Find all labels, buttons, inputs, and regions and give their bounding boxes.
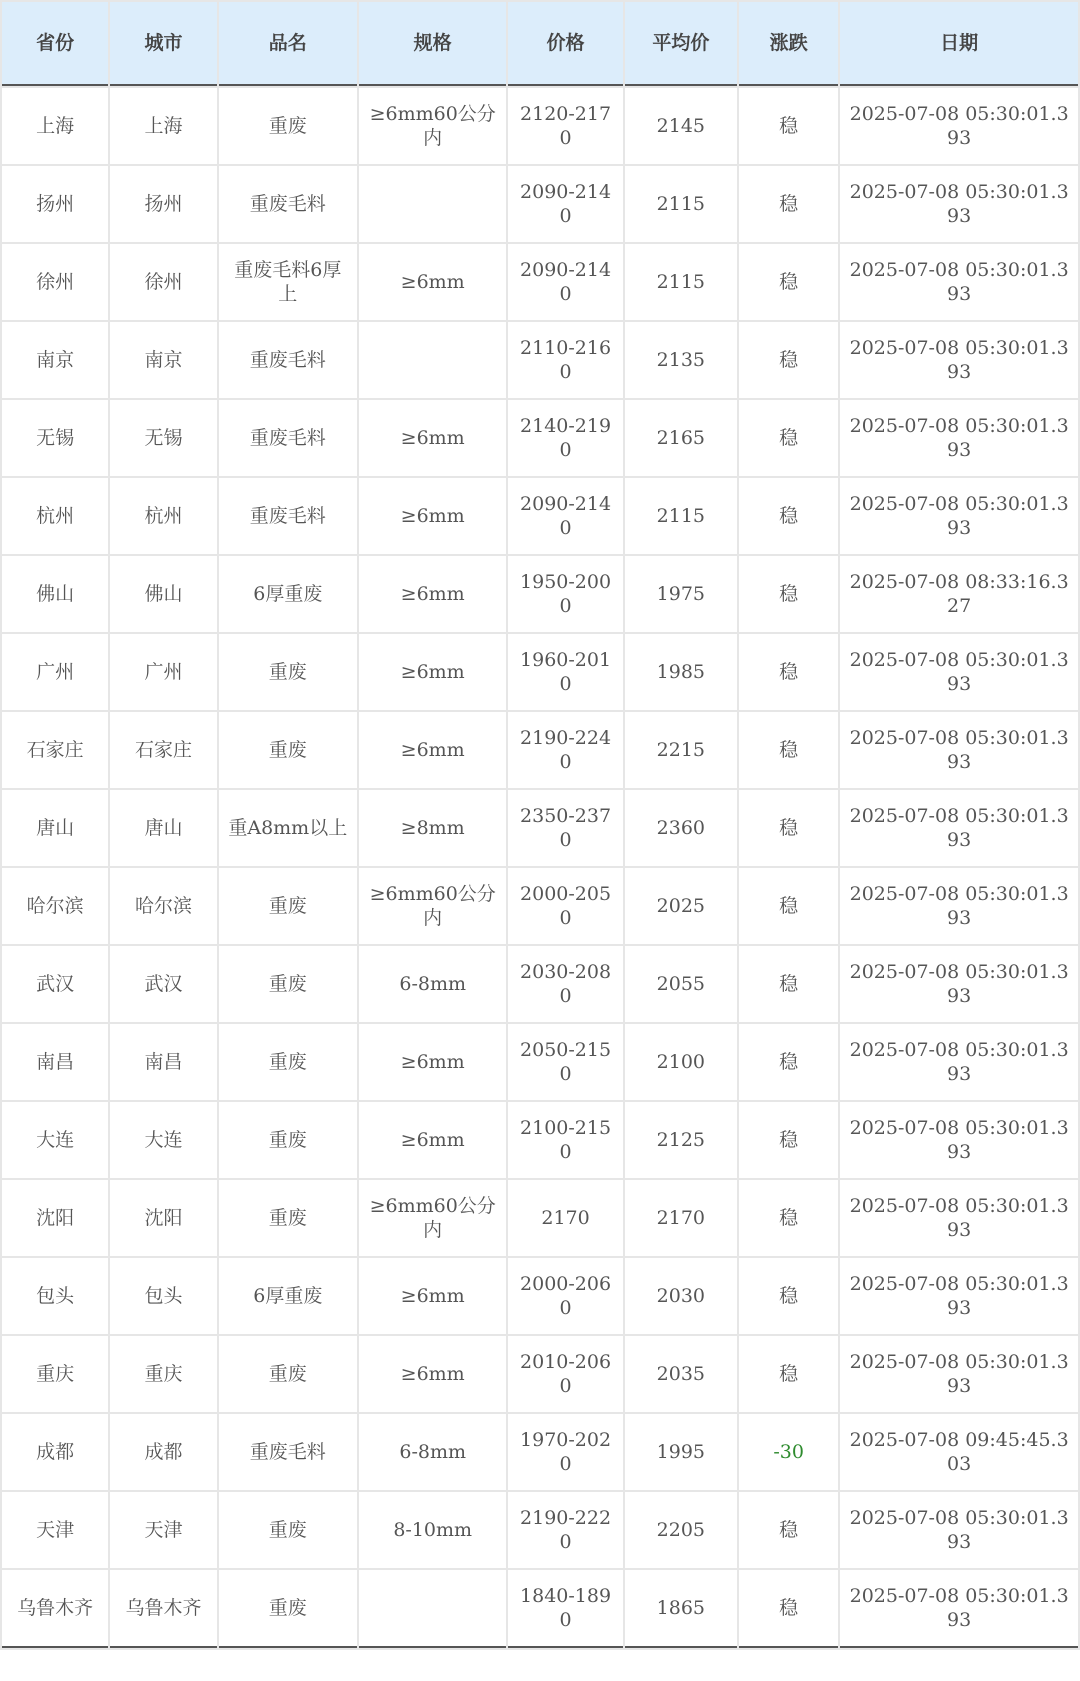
- cell-city: 成都: [110, 1414, 216, 1490]
- cell-product: 重废毛料: [219, 166, 357, 242]
- cell-price: 2090-2140: [508, 166, 622, 242]
- cell-city: 石家庄: [110, 712, 216, 788]
- cell-spec: 6-8mm: [359, 1414, 506, 1490]
- cell-date: 2025-07-08 05:30:01.393: [840, 478, 1078, 554]
- cell-average-price: 2100: [625, 1024, 737, 1100]
- cell-city: 哈尔滨: [110, 868, 216, 944]
- cell-product: 重废: [219, 1570, 357, 1648]
- cell-province: 无锡: [2, 400, 108, 476]
- table-row: [2, 868, 1078, 944]
- cell-change: 稳: [739, 1258, 838, 1334]
- cell-average-price: 2035: [625, 1336, 737, 1412]
- cell-spec: [359, 166, 506, 242]
- cell-change: 稳: [739, 790, 838, 866]
- table-row: [2, 1336, 1078, 1412]
- cell-product: 重废: [219, 1180, 357, 1256]
- cell-date: 2025-07-08 05:30:01.393: [840, 634, 1078, 710]
- cell-province: 上海: [2, 88, 108, 164]
- cell-spec: ≥8mm: [359, 790, 506, 866]
- cell-average-price: 2170: [625, 1180, 737, 1256]
- table-row: [2, 1102, 1078, 1178]
- cell-spec: ≥6mm: [359, 400, 506, 476]
- table-row: [2, 946, 1078, 1022]
- cell-spec: ≥6mm: [359, 1336, 506, 1412]
- cell-change: 稳: [739, 868, 838, 944]
- table-row: [2, 88, 1078, 164]
- cell-date: 2025-07-08 08:33:16.327: [840, 556, 1078, 632]
- cell-province: 大连: [2, 1102, 108, 1178]
- cell-change: 稳: [739, 946, 838, 1022]
- cell-province: 包头: [2, 1258, 108, 1334]
- cell-average-price: 1865: [625, 1570, 737, 1648]
- cell-average-price: 1985: [625, 634, 737, 710]
- cell-city: 佛山: [110, 556, 216, 632]
- cell-change: 稳: [739, 244, 838, 320]
- cell-city: 南昌: [110, 1024, 216, 1100]
- cell-date: 2025-07-08 05:30:01.393: [840, 1570, 1078, 1648]
- cell-product: 重废: [219, 1336, 357, 1412]
- cell-average-price: 2205: [625, 1492, 737, 1568]
- cell-province: 天津: [2, 1492, 108, 1568]
- cell-spec: 6-8mm: [359, 946, 506, 1022]
- cell-city: 包头: [110, 1258, 216, 1334]
- cell-spec: ≥6mm60公分内: [359, 868, 506, 944]
- cell-city: 南京: [110, 322, 216, 398]
- cell-average-price: 2135: [625, 322, 737, 398]
- cell-spec: ≥6mm: [359, 1102, 506, 1178]
- cell-date: 2025-07-08 05:30:01.393: [840, 1258, 1078, 1334]
- cell-date: 2025-07-08 05:30:01.393: [840, 1492, 1078, 1568]
- cell-date: 2025-07-08 05:30:01.393: [840, 322, 1078, 398]
- cell-average-price: 2165: [625, 400, 737, 476]
- cell-price: 1840-1890: [508, 1570, 622, 1648]
- cell-average-price: 2055: [625, 946, 737, 1022]
- cell-change: -30: [739, 1414, 838, 1490]
- cell-product: 重废: [219, 88, 357, 164]
- header-spec: 规格: [359, 2, 506, 86]
- header-city: 城市: [110, 2, 216, 86]
- cell-product: 重废: [219, 634, 357, 710]
- cell-date: 2025-07-08 05:30:01.393: [840, 166, 1078, 242]
- cell-product: 6厚重废: [219, 556, 357, 632]
- cell-change: 稳: [739, 322, 838, 398]
- table-body: [2, 88, 1078, 1648]
- cell-date: 2025-07-08 05:30:01.393: [840, 400, 1078, 476]
- cell-price: 2170: [508, 1180, 622, 1256]
- cell-date: 2025-07-08 05:30:01.393: [840, 712, 1078, 788]
- cell-province: 石家庄: [2, 712, 108, 788]
- cell-change: 稳: [739, 1570, 838, 1648]
- cell-price: 1970-2020: [508, 1414, 622, 1490]
- cell-city: 沈阳: [110, 1180, 216, 1256]
- table-row: [2, 790, 1078, 866]
- header-product: 品名: [219, 2, 357, 86]
- cell-date: 2025-07-08 05:30:01.393: [840, 868, 1078, 944]
- cell-province: 沈阳: [2, 1180, 108, 1256]
- header-average-price: 平均价: [625, 2, 737, 86]
- cell-change: 稳: [739, 712, 838, 788]
- table-row: [2, 400, 1078, 476]
- cell-price: 2350-2370: [508, 790, 622, 866]
- cell-city: 扬州: [110, 166, 216, 242]
- cell-change: 稳: [739, 166, 838, 242]
- cell-product: 重废毛料: [219, 322, 357, 398]
- cell-spec: [359, 1570, 506, 1648]
- table-row: [2, 634, 1078, 710]
- cell-spec: ≥6mm: [359, 712, 506, 788]
- cell-city: 上海: [110, 88, 216, 164]
- cell-city: 大连: [110, 1102, 216, 1178]
- cell-date: 2025-07-08 05:30:01.393: [840, 790, 1078, 866]
- cell-average-price: 2215: [625, 712, 737, 788]
- cell-price: 2010-2060: [508, 1336, 622, 1412]
- cell-price: 2120-2170: [508, 88, 622, 164]
- cell-date: 2025-07-08 05:30:01.393: [840, 1024, 1078, 1100]
- table-row: [2, 478, 1078, 554]
- cell-province: 重庆: [2, 1336, 108, 1412]
- cell-change: 稳: [739, 1024, 838, 1100]
- cell-city: 杭州: [110, 478, 216, 554]
- cell-price: 2090-2140: [508, 244, 622, 320]
- cell-spec: ≥6mm: [359, 556, 506, 632]
- table-row: [2, 1024, 1078, 1100]
- cell-city: 唐山: [110, 790, 216, 866]
- cell-product: 重废毛料: [219, 478, 357, 554]
- cell-average-price: 2125: [625, 1102, 737, 1178]
- cell-change: 稳: [739, 478, 838, 554]
- cell-city: 无锡: [110, 400, 216, 476]
- cell-spec: [359, 322, 506, 398]
- cell-province: 广州: [2, 634, 108, 710]
- cell-province: 杭州: [2, 478, 108, 554]
- cell-product: 重废: [219, 712, 357, 788]
- table-row: [2, 712, 1078, 788]
- cell-change: 稳: [739, 556, 838, 632]
- table-row: [2, 166, 1078, 242]
- cell-average-price: 2115: [625, 166, 737, 242]
- cell-province: 乌鲁木齐: [2, 1570, 108, 1648]
- cell-province: 哈尔滨: [2, 868, 108, 944]
- header-date: 日期: [840, 2, 1078, 86]
- cell-date: 2025-07-08 05:30:01.393: [840, 88, 1078, 164]
- cell-spec: ≥6mm: [359, 634, 506, 710]
- cell-product: 重废: [219, 1102, 357, 1178]
- table-row: [2, 1414, 1078, 1490]
- cell-price: 2030-2080: [508, 946, 622, 1022]
- cell-product: 重A8mm以上: [219, 790, 357, 866]
- cell-province: 南京: [2, 322, 108, 398]
- table-row: [2, 556, 1078, 632]
- cell-province: 成都: [2, 1414, 108, 1490]
- cell-date: 2025-07-08 09:45:45.303: [840, 1414, 1078, 1490]
- cell-price: 2000-2060: [508, 1258, 622, 1334]
- cell-province: 扬州: [2, 166, 108, 242]
- cell-spec: ≥6mm: [359, 244, 506, 320]
- cell-price: 2110-2160: [508, 322, 622, 398]
- cell-price: 2100-2150: [508, 1102, 622, 1178]
- table-row: [2, 1180, 1078, 1256]
- cell-product: 重废毛料: [219, 1414, 357, 1490]
- cell-city: 徐州: [110, 244, 216, 320]
- cell-product: 6厚重废: [219, 1258, 357, 1334]
- cell-change: 稳: [739, 88, 838, 164]
- cell-change: 稳: [739, 1336, 838, 1412]
- header-price: 价格: [508, 2, 622, 86]
- table-row: [2, 322, 1078, 398]
- table-row: [2, 1258, 1078, 1334]
- cell-province: 佛山: [2, 556, 108, 632]
- cell-product: 重废毛料: [219, 400, 357, 476]
- cell-city: 天津: [110, 1492, 216, 1568]
- cell-change: 稳: [739, 634, 838, 710]
- cell-average-price: 2025: [625, 868, 737, 944]
- cell-spec: 8-10mm: [359, 1492, 506, 1568]
- cell-city: 广州: [110, 634, 216, 710]
- cell-price: 2000-2050: [508, 868, 622, 944]
- cell-price: 2140-2190: [508, 400, 622, 476]
- cell-price: 2090-2140: [508, 478, 622, 554]
- cell-change: 稳: [739, 1180, 838, 1256]
- cell-price: 1950-2000: [508, 556, 622, 632]
- cell-average-price: 2145: [625, 88, 737, 164]
- cell-city: 武汉: [110, 946, 216, 1022]
- cell-city: 重庆: [110, 1336, 216, 1412]
- cell-date: 2025-07-08 05:30:01.393: [840, 244, 1078, 320]
- cell-average-price: 2115: [625, 478, 737, 554]
- cell-price: 1960-2010: [508, 634, 622, 710]
- cell-product: 重废毛料6厚上: [219, 244, 357, 320]
- cell-spec: ≥6mm: [359, 1024, 506, 1100]
- cell-date: 2025-07-08 05:30:01.393: [840, 1180, 1078, 1256]
- table-row: [2, 244, 1078, 320]
- cell-spec: ≥6mm60公分内: [359, 1180, 506, 1256]
- cell-change: 稳: [739, 400, 838, 476]
- cell-change: 稳: [739, 1102, 838, 1178]
- cell-product: 重废: [219, 1492, 357, 1568]
- table-row: [2, 1570, 1078, 1648]
- table-header: [2, 2, 1078, 86]
- cell-province: 徐州: [2, 244, 108, 320]
- table-row: [2, 1492, 1078, 1568]
- cell-date: 2025-07-08 05:30:01.393: [840, 946, 1078, 1022]
- cell-province: 南昌: [2, 1024, 108, 1100]
- cell-average-price: 2360: [625, 790, 737, 866]
- cell-average-price: 1975: [625, 556, 737, 632]
- cell-date: 2025-07-08 05:30:01.393: [840, 1102, 1078, 1178]
- cell-province: 唐山: [2, 790, 108, 866]
- cell-province: 武汉: [2, 946, 108, 1022]
- header-province: 省份: [2, 2, 108, 86]
- cell-product: 重废: [219, 868, 357, 944]
- header-row: [2, 2, 1078, 86]
- cell-city: 乌鲁木齐: [110, 1570, 216, 1648]
- cell-price: 2190-2220: [508, 1492, 622, 1568]
- cell-average-price: 2030: [625, 1258, 737, 1334]
- cell-spec: ≥6mm60公分内: [359, 88, 506, 164]
- cell-average-price: 2115: [625, 244, 737, 320]
- cell-product: 重废: [219, 1024, 357, 1100]
- cell-product: 重废: [219, 946, 357, 1022]
- header-change: 涨跌: [739, 2, 838, 86]
- cell-date: 2025-07-08 05:30:01.393: [840, 1336, 1078, 1412]
- cell-change: 稳: [739, 1492, 838, 1568]
- cell-average-price: 1995: [625, 1414, 737, 1490]
- cell-price: 2190-2240: [508, 712, 622, 788]
- cell-price: 2050-2150: [508, 1024, 622, 1100]
- cell-spec: ≥6mm: [359, 478, 506, 554]
- cell-spec: ≥6mm: [359, 1258, 506, 1334]
